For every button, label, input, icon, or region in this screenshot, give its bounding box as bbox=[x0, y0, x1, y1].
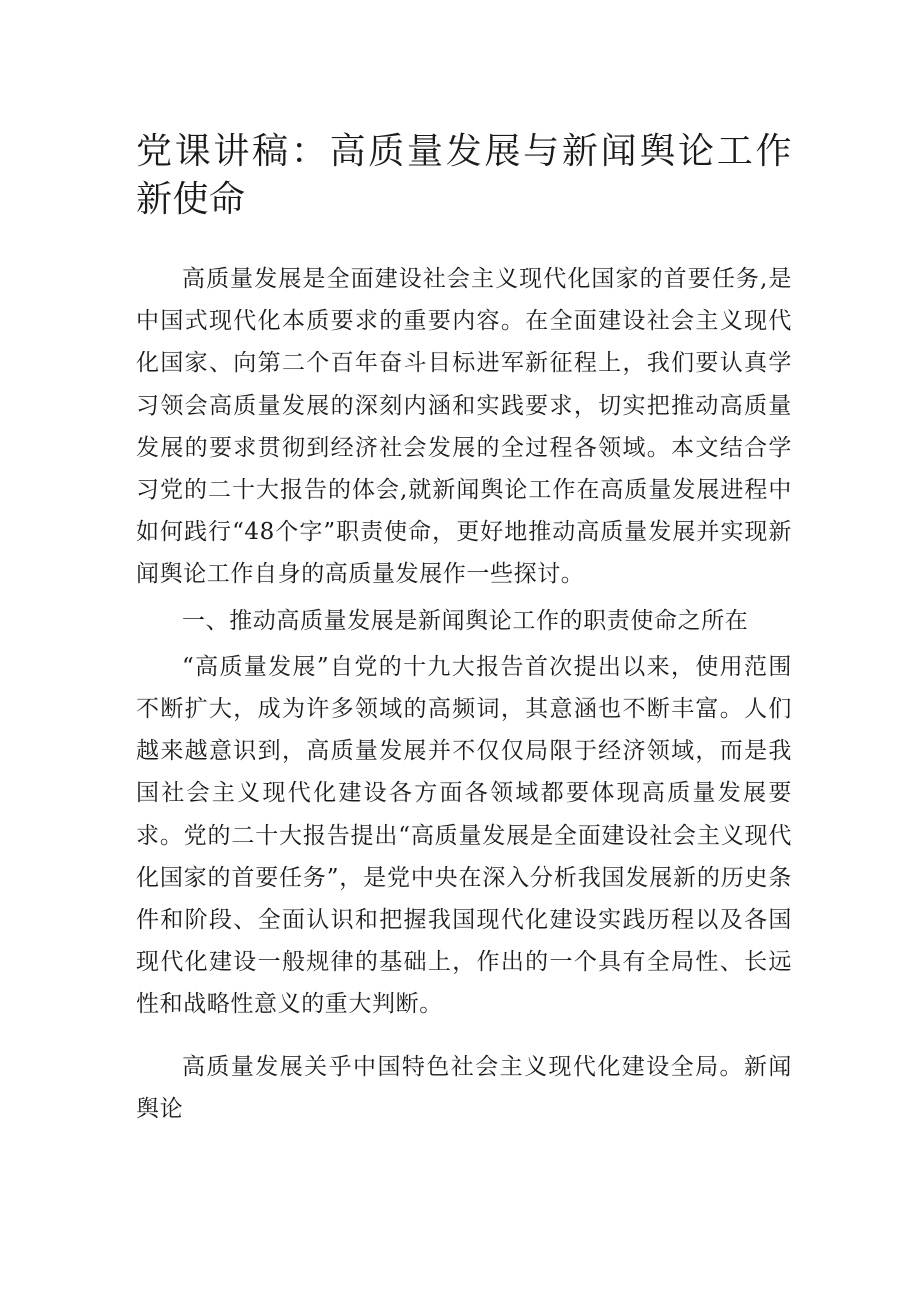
section-heading: 一、推动高质量发展是新闻舆论工作的职责使命之所在 bbox=[182, 607, 749, 634]
document-body bbox=[136, 128, 792, 1130]
section-paragraph: “高质量发展”自党的十九大报告首次提出以来，使用范围不断扩大，成为许多领域的高频词，其意涵也不断丰富。人们越来越意识到，高质量发展并不仅仅局限于经济领域，而是我国社会主义现代化建设各方面各领域都要体现高质量发展要求。党的二十大报告提出“高质量发展是全面建设社会主义现代化国家的首要任务”，是党中央在深入分析我国发展新的历史条件和阶段、全面认识和把握我国现代化建设实践历程以及各国现代化建设一般规律的基础上，作出的一个具有全局性、长远性和战略性意义的重大判断。 bbox=[136, 653, 792, 1018]
document-title: 党课讲稿：高质量发展与新闻舆论工作新使命 bbox=[136, 131, 792, 220]
intro-paragraph: 高质量发展是全面建设社会主义现代化国家的首要任务,是中国式现代化本质要求的重要内容。在全面建设社会主义现代化国家、向第二个百年奋斗目标进军新征程上，我们要认真学习领会高质量发展的深刻内涵和实践要求，切实把推动高质量发展的要求贯彻到经济社会发展的全过程各领域。本文结合学习党的二十大报告的体会,就新闻舆论工作在高质量发展进程中如何践行“48个字”职责使命，更好地推动高质量发展并实现新闻舆论工作自身的高质量发展作一些探讨。 bbox=[136, 266, 792, 588]
closing-paragraph: 高质量发展关乎中国特色社会主义现代化建设全局。新闻舆论 bbox=[136, 1053, 792, 1122]
